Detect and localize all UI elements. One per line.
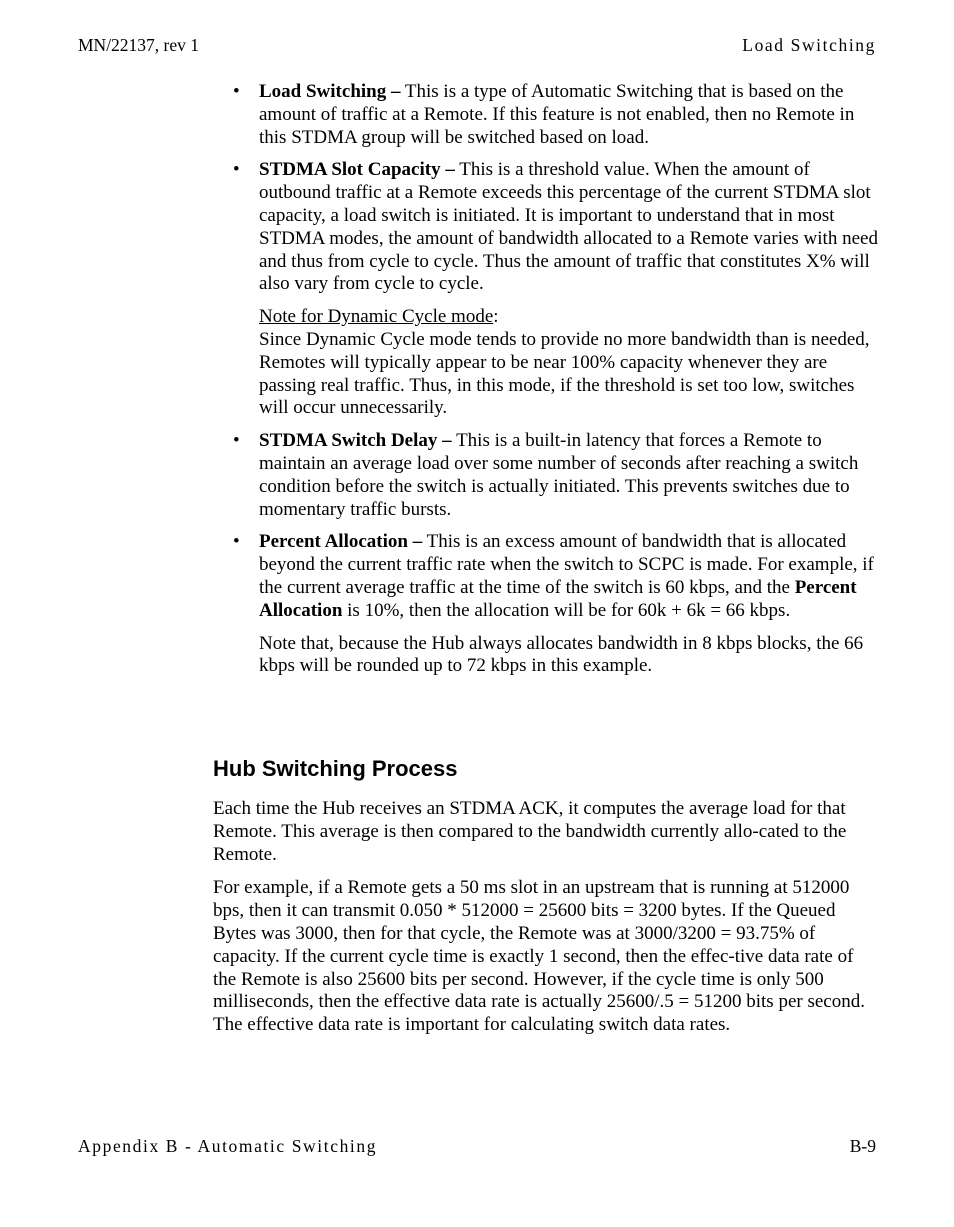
- hub-paragraph-1: Each time the Hub receives an STDMA ACK, it computes the average load for that Remote. This average is then compared to the bandwidth currently allo-cated to the Remote.: [213, 798, 847, 865]
- bullet-icon: •: [233, 430, 240, 452]
- list-item-switch-delay: [233, 430, 881, 521]
- header-section-title: Load Switching: [742, 35, 876, 55]
- switch-delay-paragraph: [259, 430, 881, 521]
- percent-allocation-paragraph: [259, 531, 881, 622]
- footer-chapter-title: Appendix B - Automatic Switching: [78, 1136, 378, 1156]
- slot-capacity-label: STDMA Slot Capacity –: [259, 159, 455, 181]
- percent-allocation-note: Note that, because the Hub always allocates bandwidth in 8 kbps blocks, the 66 kbps will be rounded up to 72 kbps in this example.: [259, 632, 864, 677]
- load-switching-label: Load Switching –: [259, 81, 401, 102]
- percent-allocation-text-1: This is an excess amount of bandwidth that is allocated beyond the current traffic rate when the switch to SCPC is made. For example, if the current average traffic at the time of the switch is 60 kbps, and the: [259, 531, 874, 598]
- percent-allocation-inline-term: Percent Allocation: [259, 576, 857, 621]
- list-item-percent-allocation: [233, 531, 881, 678]
- list-item-slot-capacity: [233, 159, 881, 420]
- header-doc-number: MN/22137, rev 1: [78, 35, 200, 55]
- list-item-load-switching: [233, 81, 881, 149]
- slot-capacity-paragraph: [259, 159, 881, 296]
- hub-paragraph-2: For example, if a Remote gets a 50 ms slot in an upstream that is running at 512000 bps, then it can transmit 0.050 * 512000 = 25600 bits = 3200 bytes. If the Queued Bytes was 3000, then for that cycle, the Remote was at 3000/3200 = 93.75% of capacity. If the current cycle time is exactly 1 second, then the effec-tive data rate of the Remote is also 25600 bits per second. However, if the cycle time is only 500 milliseconds, then the effective data rate is actually 25600/.5 = 51200 bits per second. The effective data rate is important for calculating switch data rates.: [213, 877, 865, 1036]
- footer-page-number: B-9: [849, 1136, 876, 1156]
- dynamic-cycle-note-title: Note for Dynamic Cycle mode: [259, 306, 494, 328]
- hub-switching-section: [213, 755, 881, 1048]
- parameter-list: [233, 81, 881, 688]
- bullet-icon: •: [233, 81, 240, 102]
- bullet-icon: •: [233, 531, 240, 553]
- load-switching-text: This is a type of Automatic Switching that is based on the amount of traffic at a Remote. If this feature is not enabled, then no Remote in this STDMA group will be switched based on load.: [259, 81, 855, 148]
- dynamic-cycle-note: [259, 306, 881, 420]
- bullet-icon: •: [233, 159, 240, 181]
- note-colon: :: [493, 306, 499, 328]
- percent-allocation-text-2: is 10%, then the allocation will be for 60k + 6k = 66 kbps.: [342, 599, 791, 621]
- percent-allocation-label: Percent Allocation –: [259, 531, 423, 553]
- section-heading: Hub Switching Process: [213, 756, 458, 781]
- switch-delay-label: STDMA Switch Delay –: [259, 430, 452, 452]
- slot-capacity-text: This is a threshold value. When the amount of outbound traffic at a Remote exceeds this percentage of the current STDMA slot capacity, a load switch is initiated. It is important to understand that in most STDMA modes, the amount of bandwidth allocated to a Remote varies with need and thus from cycle to cycle. Thus the amount of traffic that constitutes X% will also vary from cycle to cycle.: [259, 159, 878, 295]
- switch-delay-text: This is a built-in latency that forces a Remote to maintain an average load over some number of seconds after reaching a switch condition before the switch is actually initiated. This prevents switches due to momentary traffic bursts.: [259, 430, 859, 520]
- load-switching-paragraph: [259, 81, 881, 149]
- dynamic-cycle-note-text: Since Dynamic Cycle mode tends to provide no more bandwidth than is needed, Remotes will typically appear to be near 100% capacity whenever they are passing real traffic. Thus, in this mode, if the threshold is set too low, switches will occur unnecessarily.: [259, 328, 870, 419]
